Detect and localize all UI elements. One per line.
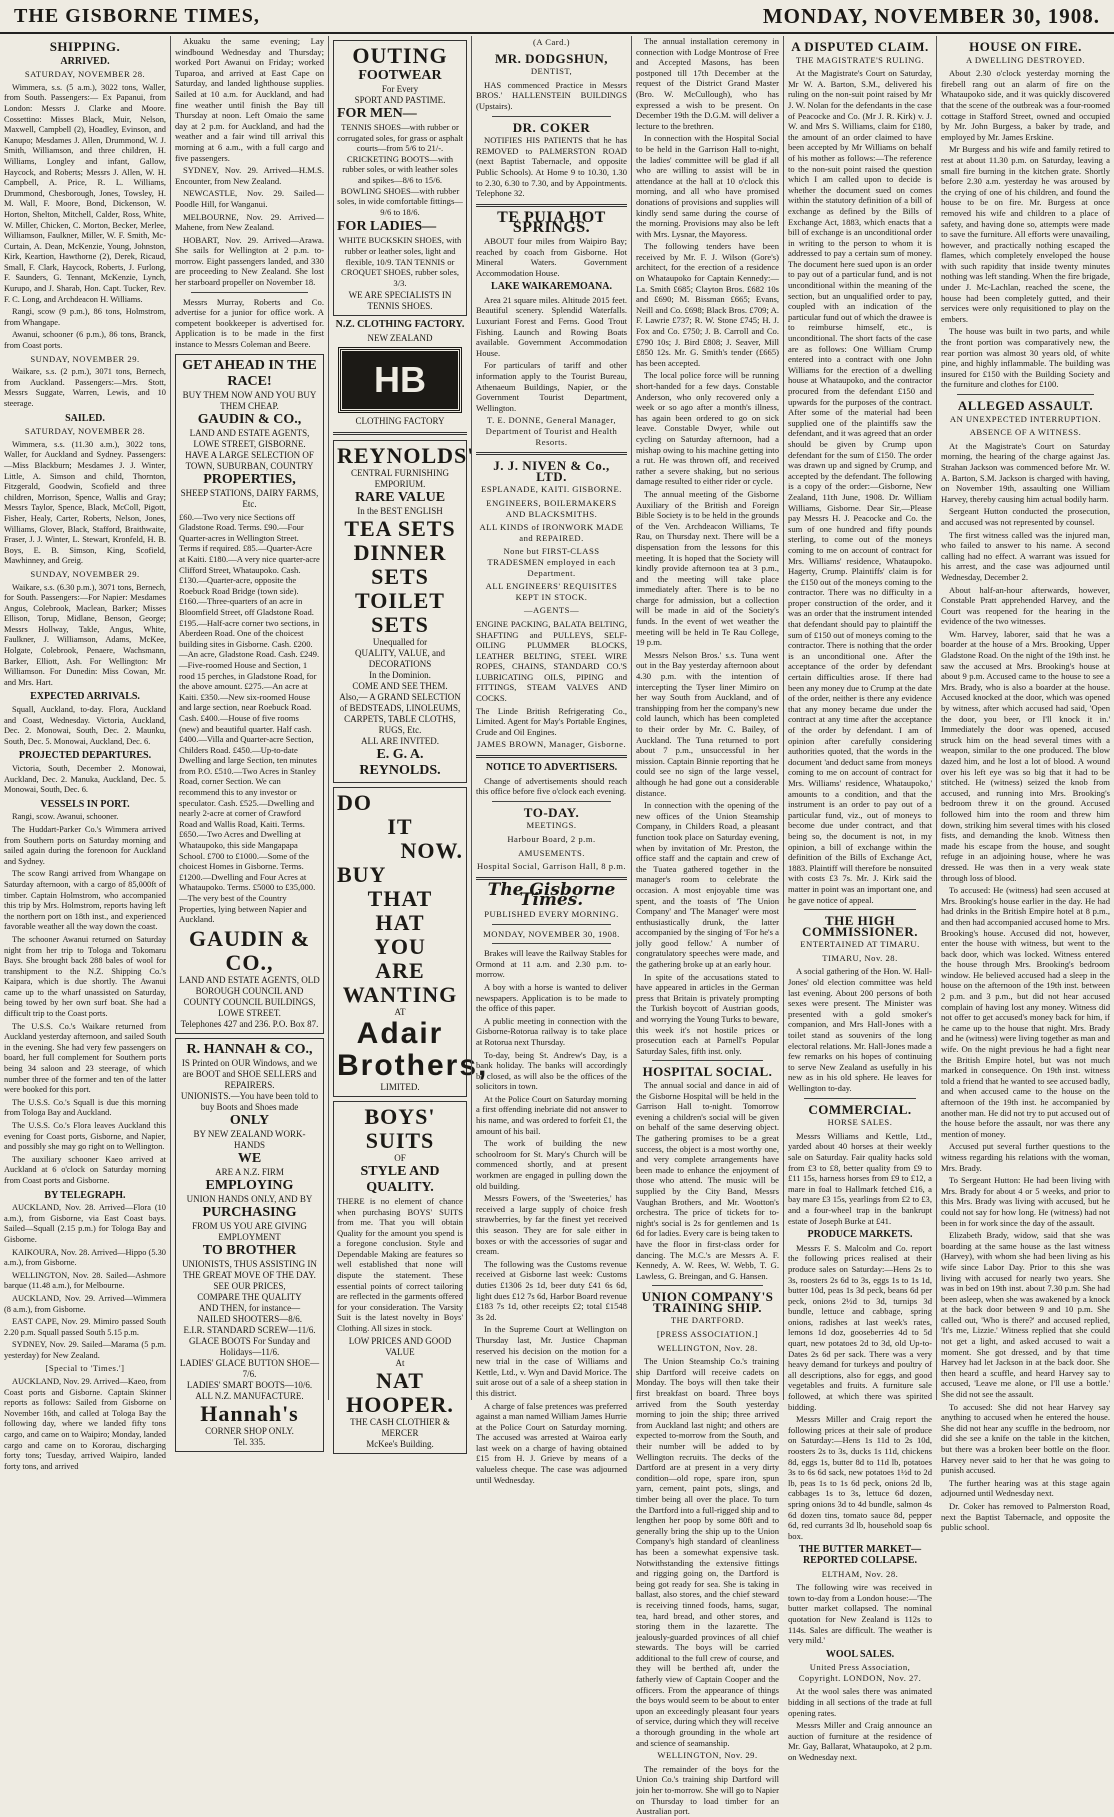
house-fire-heading: HOUSE ON FIRE. <box>969 39 1082 54</box>
ad-firm: E. G. A. REYNOLDS. <box>359 746 441 778</box>
ad-heading: FOOTWEAR <box>358 68 442 83</box>
paragraph: AUCKLAND, Nov. 29. Arrived—Wimmera (8 a.m.), from Gisborne. <box>4 1293 166 1314</box>
gaudin-ad <box>175 354 324 1034</box>
dodgshun-title: DENTIST, <box>530 66 573 77</box>
commercial-heading: COMMERCIAL. <box>808 1101 912 1117</box>
ad-text: SEE OUR PRICES, <box>213 1280 286 1291</box>
paragraph: The further hearing was at this stage again adjourned until Wednesday next. <box>941 1477 1110 1499</box>
ad-text: TO BROTHER <box>202 1242 297 1258</box>
paragraph: Messrs Williams and Kettle, Ltd., yarded about 40 horses at their weekly sale on Saturday. Fair quality hacks sold from £3 to £8, better quality from £9 to £11 15s, harness horses from £9 to £12, a mare in foal to Hallmark fetched £16, a bay mare £3 15s, yearlings from £2 to £3, and a four-wheel trap in the bankrupt estate of Joseph Burke at £41. <box>788 1130 932 1226</box>
ad-firm: R. HANNAH & CO., <box>186 1041 313 1057</box>
ad-text: TOILET SETS <box>355 587 445 637</box>
paragraph: Mr Burgess and his wife and family retired to rest at about 11.30 p.m. on Saturday, leaving a small fire burning in the kitchen grate. Shortly before 2.30 a.m. yesterday he was aroused by the crying of one of his children, and found the house to be on fire. Mr. Burgess at once removed his wife and children to a place of safety, and having done so, attempts were made to save the furniture. All efforts were unavailing, however, and practically nothing escaped the flames, which completely enveloped the house with such rapidity that inside twenty minutes nothing was left standing. When the fire brigade, under J. Mc-Lachlan, reached the scene, the house had been completely gutted, and their services were only requisitioned to play on the embers. <box>941 144 1110 324</box>
special-note: [Special to 'Times.'] <box>45 1363 125 1374</box>
ad-text: Unequalled for <box>372 636 428 647</box>
paragraph: A social gathering of the Hon. W. Hall-Jones' old election committee was held last evening. About 200 persons of both sexes were present. The Minister was presented with a gold smoker's companion, and Mrs Hall-Jones with a toilet stand as souvenirs of the long electoral relations. Mr. Hall-Jones made a few remarks on his hopes of continuing to serve New Zealand as usefully in his new as in his old sphere. He leaves for Wellington to-day. <box>788 966 932 1093</box>
ad-text: CENTRAL FURNISHING EMPORIUM. <box>351 467 449 489</box>
ad-firm: Brothers, <box>337 1048 489 1082</box>
divider <box>476 755 627 758</box>
subheading: ENTERTAINED AT TIMARU. <box>800 939 920 950</box>
price-line: NAILED SHOOTERS—8/6. <box>197 1313 302 1324</box>
divider <box>492 924 611 925</box>
paragraph: ABOUT four miles from Waipiro Bay; reached by coach from Gisborne. Hot Mineral Waters. Government Accommodation House. <box>476 235 627 278</box>
training-ship-heading: UNION COMPANY'S TRAINING SHIP. <box>641 1289 774 1315</box>
ad-text: NOW. <box>400 837 463 863</box>
ad-heading: OUTING <box>352 43 448 68</box>
outing-footwear-ad <box>333 40 467 316</box>
expected-heading: EXPECTED ARRIVALS. <box>30 691 140 703</box>
ad-text: Telephones 427 and 236. P.O. Box 87. <box>180 1018 319 1029</box>
ad-text: STYLE AND QUALITY. <box>360 1163 440 1195</box>
signature: JAMES BROWN, Manager, Gisborne. <box>476 739 627 750</box>
column-gaudin-hannah <box>170 36 328 1447</box>
paragraph: At the wool sales there was animated bidding in all sections of the trade at full opening rates. <box>788 1686 932 1718</box>
ad-text: ENGINEERS, BOILERMAKERS AND BLACKSMITHS. <box>486 497 617 519</box>
today-heading: TO-DAY. <box>523 804 580 820</box>
paragraph: To-day, being St. Andrew's Day, is a bank holiday. The banks will accordingly be closed, as will also be the offices of the solicitors in town. <box>476 1049 627 1092</box>
dateline: WELLINGTON, Nov. 28. <box>657 1342 758 1353</box>
lake-heading: LAKE WAIKAREMOANA. <box>491 281 612 293</box>
ad-text: RARE VALUE <box>354 489 446 505</box>
notice-heading: NOTICE TO ADVERTISERS. <box>485 762 618 774</box>
dateline: United Press Association, Copyright. LONDON, Nov. 27. <box>798 1662 922 1683</box>
paragraph: Wimmera, s.s. (5 a.m.), 3022 tons, Waller, from South. Passengers:— Ex Papanui, from London: Messrs J. Clarke and Moore. Cossettino: Misses Black, Muir, Nelson, Maxwell, Campbell (2), Hoadley, Evinson, and Kanupo; Mesdames J. Allen, Drummond, W. J. Smith, Williamson, and three children, H. Williams, Longley and infant, Gallow, Haycock, and Roberts; Messrs J. Allen, W. H. Campbell, A. Price, R. L. Williams, Drummond, Chesborough, Jones, Towsley, H. M. Wall, F. Moore, Bond, Dickenson, W. Horton, Shelton, Mitchell, Calder, Ross, White, W. Miller, Chicken, C. Morton, Becker, Merlee, Williamson, Faulkner, Miller, W. F. Smith, Mc-Curtain, A. Dean, McKenzie, Young, Johnston, Kirk, Keartion, Hawthorne (2), Derek, Ricaud, Small, F. Clark, Haycock, Roberts, J. Furlong, F. Saunders, G. Tennant, McKenzie, Lynch, Kurupo, and J. Sharab, Hon. Capt. Tucker, Rev. F. C. Long, and Archdeacon H. Williams. <box>4 82 166 304</box>
paragraph: The U.S.S. Co.'s Squall is due this morning from Tologa Bay and Auckland. <box>4 1097 166 1118</box>
paragraph: The work of building the new schoolroom for St. Mary's Church will be commenced shortly, and at present workmen are engaged in pulling down the old building. <box>476 1138 627 1191</box>
logo-caption: NEW ZEALAND <box>367 332 433 343</box>
section-label: AMUSEMENTS. <box>518 847 585 858</box>
property-list: £60.—Two very nice Sections off Gladstone Road. Terms. £90.—Four Quarter-acres in Wellington Street. Terms if required. £85.—Quarter-Acre at Kaiti. £180.—A very nice quarter-acre Clifford Street, Whataupoko. Cash. £130.—Quarter-acre, opposite the Roebuck Road Bridge (town side). £160.—Three-quarters of an acre in Bloomfield Street, off Gladstone Road. £195.—Half-acre corner two sections, in Aberdeen Road. One of the choicest building sites in Gisborne. Cash. £200.—An acre, Gladstone Road. Cash. £249.—Five-roomed House and Section, 1 rood 15 perches, in Gladstone Road, for the above amount. £275.—An acre at Kaiti. £350.—New six-roomed House and large section, near Roebuck Road. Cash. £400.—House of five rooms (new) and beautiful quarter. Half cash. £400.—Villa and Quarter-acre Section, Childers Road. £450.—Up-to-date Dwelling and large Section, ten minutes from P.O. £510.—Two Acres in Stanley Road, corner Section. We can recommend this to any investor or speculator. Cash. £525.—Dwelling and nearly 2-acre at corner of Crawford Road and Wallis Road, Kaiti. Terms. £650.—Two Acres and Dwelling at Whataupoko, this side Mangapapa School. £700 to £1000.—Some of the choicest Homes in Gisborne. Terms. £1200.—Dwelling and Four Acres at Whataupoko. Terms. £5000 to £35,000.—The very best of the Country Properties, lying between Napier and Auckland. <box>179 511 320 925</box>
shipping-heading: SHIPPING. <box>49 39 121 54</box>
paragraph: The annual social and dance in aid of the Gisborne Hospital will be held in the Garrison Hall to-night. Tomorrow evening a children's social will be given on behalf of the same deserving object. The gathering promises to be a great success, the object is a most worthy one, and very complete arrangements have been made to enhance the enjoyment of those who attend. The music will be supplied by the City Band, Messrs Vaughan Brothers, and Mr. Wootton's orchestra. The price of tickets for to-night's social is 2s for gentlemen and 1s 6d for ladies. Every care is being taken to have the floor in first-class order for dancing. The M.C.'s are Messrs A. F. Kennedy, A. W. Rees, W. Webb, T. G. Lawless, G. Breingan, and G. Hansen. <box>636 1080 779 1281</box>
paragraph: In connection with the opening of the new offices of the Union Steamship Company, in Childers Road, a pleasant function took place on Saturday evening, when by invitation of Mr. Preston, the office staff and the captain and crew of the Tuatea gathered together in the manager's room to celebrate the occasion. A most enjoyable time was spent, and the toasts of 'The Union Company' and 'The Manager' were most enthusiastically drunk, the latter accompanied by the singing of 'For he's a jolly good fellow.' A number of congratulatory speeches were made, and the gathering broke up at an early hour. <box>636 800 779 970</box>
paragraph: At the Magistrate's Court on Saturday, Mr W. A. Barton, S.M., delivered his ruling on the non-suit point raised by Mr J. W. Nolan for the defendants in the case of Peacocke and Co. (Mr J. R. Kirk) v. J. W. and Mrs S. Williams, claim for £180, the amount of an order claimed to have been accepted by Mr Williams on behalf of his mother as follows:—The reference to the non-suit point raised the question which I am called upon to decide is whether the document sued on comes within the statutory definition of a bill of exchange as defined by the Bills of Exchange Act, 1883, which enacts that a bill of exchange is an unconditional order in writing to the person to whom it is addressed to pay a certain sum of money. The document here sued upon is an order to pay out of a particular fund, and is not unconditional within the meaning of the section, but an unqualified order to pay, coupled with an indication of the particular fund out of which the drawee is to reimburse himself, etc., is unconditional. The short facts of the case are as follows: One William Crump entered into a contract with one John Williams for the erection of a dwelling house at Whataupoko, and the contractor procured from the defendant £150 and upwards for the purposes of the contract. After some of the material had been supplied one of the plaintiffs saw the defendant, and it was agreed that an order should be given by Crump upon defendant for the sum of £150. The order was drawn up and signed by Crump, and accepted by the defendant. The following is a copy of the order:—Gisborne, New Zealand, 11th June, 1908. Dr. William Williams, Gisborne. Dear Sir,—Please pay Messrs H. J. Peacocke and Co. the sum of one hundred and fifty pounds sterling, to come out of the moneys coming to me on account of contract for Mrs. Williams' residence, Whataupoko. Hagerty, Crump. Plaintiffs' claim is for the £150 out of the moneys coming to the contractor. There was no difficulty in a proper construction of the order, and it was an order that the instrument intended that defendant should pay to plaintiff the sum of £150 out of moneys coming to the contractor. There is nothing that the order is an unconditional one. After the acceptance of the order by defendant certain difficulties arose. If there had been any money due to Crump at the date of the order, neither is there any evidence that any money became due under the contract at any time after the acceptance of the order by defendant. I am of opinion after carefully considering authorities quoted, that the words in the document 'and deduct same from moneys coming to me on account of contract for Mrs. Williams' residence, Whataupoko,' amounts to a condition, and that the instrument is an order to pay out of a particular fund, viz., out of moneys to become due under contract, and that being so, the document is not, in my opinion, a bill of exchange within the definition of the Bills of Exchange Act, 1883. Plaintiff will therefore be nonsuited with costs £3 7s. Mr. J. Kirk said the matter in point was an important one, and he gave notice of appeal. <box>788 68 932 905</box>
ad-text: SPORT AND PASTIME. <box>354 95 446 105</box>
ad-text: UNIONISTS, THUS ASSISTING IN THE GREAT MOVE OF THE DAY. <box>182 1258 317 1280</box>
paragraph: Squall, Auckland, to-day. Flora, Auckland and Coast, Wednesday. Victoria, Auckland, Dec. 2. Monowai, South, Dec. 2. Maunku, South, Dec. 5. Monowai, Auckland, Dec. 6. <box>4 705 166 746</box>
paragraph: EAST CAPE, Nov. 29. Mimiro passed South 2.20 p.m. Squall passed South 5.15 p.m. <box>4 1317 166 1337</box>
ad-text: ALL ENGINEERS' REQUISITES KEPT IN STOCK. <box>485 581 618 602</box>
paragraph: To Sergeant Hutton: He had been living with Mrs. Brady for about 4 or 5 weeks, and prior to this Mrs. Brady was living with accused, but he could not say for how long. He (witness) had not been in for work since the day of the assault. <box>941 1175 1110 1228</box>
press-association: [PRESS ASSOCIATION.] <box>656 1329 759 1340</box>
paragraph: Rangi, scow. Awanui, schooner. <box>12 812 119 822</box>
price-line: LADIES' GLACE BUTTON SHOE—7/6. <box>179 1357 320 1379</box>
day-heading: SUNDAY, NOVEMBER 29. <box>30 568 140 579</box>
masthead-date: MONDAY, NOVEMBER 30, 1908. <box>762 3 1100 28</box>
paragraph: The remainder of the boys for the Union Co.'s training ship Dartford will join her to-morrow. She will go to Napier on Thursday to load timber for an Australian port. <box>636 1763 779 1817</box>
reynolds-ad <box>333 440 475 783</box>
ad-text: UNION HANDS ONLY, AND BY <box>186 1193 313 1204</box>
dateline: WELLINGTON, Nov. 29. <box>657 1750 758 1761</box>
ad-text: IT <box>387 813 413 839</box>
ad-text: QUALITY, VALUE, and DECORATIONS <box>355 647 445 669</box>
divider <box>476 204 627 207</box>
coker-name: DR. COKER <box>512 119 591 135</box>
paragraph: Wimmera, s.s. (11.30 a.m.), 3022 tons, Waller, for Auckland and Sydney. Passengers:—Miss Blackburn; Mesdames J. J. Winter, Little, A. Simson and child, Thornton, Fitzgerald, Goodwin, Scofield and three children, Morrison, Spence, Wallis and Gray; Messrs Taylor, Spence, Black, McColl, Pigott, Fisher, Healy, Carter, Roberts, Nelson, Jones, Williams, Glover, Black, Stafford, Braithwaite, Fraser, J. J. Winter, L. Stewart, Kronfeld, H. B. Boys, E. B. Simson, King, Scofield, Mawhinney, and Greig. <box>4 439 166 566</box>
ad-heading: BOYS' SUITS <box>364 1103 436 1153</box>
paragraph: Victoria, South, December 2. Monowai, Auckland, Dec. 2. Manuka, Auckland, Dec. 5. Monowai, South, Dec. 6. <box>4 764 166 795</box>
paragraph: The annual installation ceremony in connection with Lodge Montrose of Free and Accepted Masons, has been postponed till 17th December at the request of the District Grand Master (Bro. W. McCullough), who has expressed a wish to be present. On December 19th the D.G.M. will deliver a lecture to the brethren. <box>636 36 779 131</box>
subheading: AN UNEXPECTED INTERRUPTION. <box>949 413 1102 424</box>
divider <box>652 1285 763 1286</box>
divider <box>652 1060 763 1061</box>
paragraph: At the Police Court on Saturday morning a first offending inebriate did not answer to his name, and was ordered to forfeit £1, the amount of his bail. <box>476 1093 627 1136</box>
ad-text: WE <box>237 1150 262 1166</box>
ad-text: ALL KINDS of IRONWORK MADE and REPAIRED. <box>479 522 624 543</box>
day-heading: SATURDAY, NOVEMBER 28. <box>24 69 146 80</box>
logo-caption: CLOTHING FACTORY <box>355 415 445 426</box>
paragraph: The U.S.S. Co.'s Waikare returned from Auckland yesterday afternoon, and sailed South in the evening. She had very few passengers on board, her full complement for Southern ports being 34 saloon and 23 steerage, of which number three of the former and ten of the latter were booked for this port. <box>4 1021 166 1095</box>
ad-text: For Every <box>381 84 419 94</box>
te-puia-heading: TE PUIA HOT SPRINGS. <box>497 208 606 237</box>
paragraph: About 2.30 o'clock yesterday morning the firebell rang out an alarm of fire on the Whataupoko side, and it was quickly discovered that the scene of the outbreak was a four-roomed cottage in Stafford Street, owned and occupied by Mr. John Burgess, a baker by trade, and employed by Mr. James Erskine. <box>941 68 1110 142</box>
ad-text: At <box>395 1357 405 1368</box>
paragraph: Accused put several further questions to the witness regarding his relations with the woman, Mrs. Brady. <box>941 1141 1110 1173</box>
paragraph: Wm. Harvey, laborer, said that he was a boarder at the house of a Mrs. Brooking, Upper Gladstone Road. On the night of the 19th inst. he saw the accused at Mrs. Brooking's house at about 9 p.m. Accused came to the house to see a Mrs. Brady, who is also a boarder at the house. Accused knocked at the door, which was opened by witness, after which accused had said, 'Open the door, you beer, or I'll knock it in.' Immediately the door was opened, accused struck him on the head several times with a weapon, similar to the one produced. The blow dazed him, and he lost a lot of blood. A wound over his left eye was so big that it had to be stitched. He (witness) seized the knob from accused, and running into Mrs. Brooking's bedroom threw it on the ground. Accused followed him into the room and threw him down, striking him several times with his closed fists, and demanding the knob. Witness then made his escape from the house, and sought refuge in an adjoining house, where he was dressed. He was then in a very weak state through loss of blood. <box>941 628 1110 883</box>
ad-text: PROPERTIES, <box>203 471 296 487</box>
ad-text: AT <box>394 1006 406 1017</box>
column-local-news <box>631 36 783 1817</box>
divider <box>333 432 467 435</box>
ad-text: COMPARE THE QUALITY <box>197 1291 302 1302</box>
paragraph: Messrs Murray, Roberts and Co. advertise for a junior for office work. A competent bookkeeper is advertised for. Application is to be made in the first instance to Messrs Coleman and Beere. <box>175 296 324 350</box>
ad-text: DINNER SETS <box>353 539 447 589</box>
paragraph: NOTIFIES HIS PATIENTS that he has REMOVED to PALMERSTON ROAD (next Baptist Tabernacle, and opposite Public Schools). At Home 9 to 10.30, 1.30 to 2.30, 6.30 to 7.30, and by Appointments. Telephone 32. <box>476 135 627 199</box>
published-line: PUBLISHED EVERY MORNING. <box>484 908 619 919</box>
paragraph: The following was the Customs revenue received at Gisborne last week: Customs duties £1306 2s 1d, beer duty £41 6s 6d, light dues £12 7s 6d, Harbor Board revenue £183 7s 1d, other receipts £2; total £1548 3s 2d. <box>476 1258 627 1322</box>
subheading: A DWELLING DESTROYED. <box>965 54 1086 65</box>
niven-name: J. J. NIVEN & Co., LTD. <box>493 458 610 484</box>
divider <box>191 292 308 293</box>
paragraph: The Union Steamship Co.'s training ship Dartford will receive cadets on Monday. The boys will then take their first breakfast on board. Three boys arrived from the South yesterday morning to join the ship; three arrived from Auckland last night; and others are expected to-morrow from the South, and their number will be added to by Wellington recruits. The decks of the Dartford are at present in a very dirty condition—old rope, spare iron, spun yarn, cement, paint pots, slings, and timber being all over the place. To turn the Dartford into a full-rigged ship and to lengthen her poop by some 80ft and to generally bring the ship up to the Union Company's high standard of cleanliness has been a somewhat expensive task. Notwithstanding the extensive fittings and rigging going on, the Dartford is being got ready for sea. She is taking in ballast, also stores, and the chief steward is receiving tinned foods, hams, sugar, tea, hard bread, and other stores, and storing them in the lazarette. The jealously-guarded provinces of all chief stewards. The boys will be carried additional to the full crew of course, and they will be berthed aft, under the fatherly view of Captain Cooper and the officers. From the appearance of things the boys would seem to be about to enter upon an exceedingly pleasant four years of service, during which they will receive a thorough grounding in the whole art and science of seamanship. <box>636 1356 779 1748</box>
divider <box>492 801 611 802</box>
divider <box>492 943 611 944</box>
projected-heading: PROJECTED DEPARTURES. <box>18 750 152 762</box>
price-line: E.I.R. STANDARD SCREW—11/6. <box>183 1324 316 1335</box>
paragraph: NEWCASTLE, Nov. 29. Sailed—Poodle Hill, for Wanganui. <box>175 188 324 209</box>
paragraph: KAIKOURA, Nov. 28. Arrived—Hippo (5.30 a.m.), from Gisborne. <box>4 1247 166 1268</box>
ad-text: IS Printed on OUR Windows, and we are BOOT and SHOE SELLERS and REPAIRERS. <box>181 1057 318 1090</box>
paragraph: Messrs Miller and Craig announce an auction of furniture at the residence of Mr. Gay, Ballarat, Whataupoko, at 2 p.m. on Wednesday next. <box>788 1720 932 1763</box>
column-shipping <box>0 36 170 1471</box>
day-heading: SATURDAY, NOVEMBER 28. <box>24 426 146 437</box>
subheading: ABSENCE OF A WITNESS. <box>969 427 1082 438</box>
ad-text: UNIONISTS.—You have been told to buy Boots and Shoes made <box>180 1090 319 1112</box>
ad-text: ARE <box>375 957 425 983</box>
ad-text: COME AND SEE THEM. <box>352 680 448 691</box>
ad-firm: Adair <box>356 1016 444 1050</box>
ad-text: HAT <box>375 909 425 935</box>
paragraph: In the Supreme Court at Wellington on Thursday last, Mr. Justice Chapman reserved his decision on the motion for a new trial in the case of Williams and Kettle, Ltd., v. Wyn and David Morice. The suit arose out of a sale of a sheep station in this district. <box>476 1324 627 1398</box>
ad-text: ENGINE PACKING, BALATA BELTING, SHAFTING and PULLEYS, SELF-OILING PLUMMER BLOCKS, LEATHER BELTING, STEEL WIRE ROPES, CHAINS, STANDARD CO.'S LUBRICATING OILS, PIPING and FITTINGS, STEAM VALVES AND COCKS. <box>476 618 627 704</box>
paragraph: In spite of the accusations stated to have appeared in articles in the German press that Britain is privately prompting the Turkish boycott of Austrian goods, and worrying the Young Turks to beware, this week it's not hostile prices or prosecution each at Parnell's Popular Saturday Sales, fifth inst. only. <box>636 971 779 1056</box>
event: Hospital Social, Garrison Hall, 8 p.m. <box>476 861 627 872</box>
ad-text: THE CASH CLOTHIER & MERCER <box>350 1416 450 1438</box>
hannah-ad <box>175 1038 324 1452</box>
price-line: LADIES' SMART BOOTS—10/6. <box>186 1379 313 1390</box>
ad-text: The Linde British Refrigerating Co., Limited. Agent for May's Portable Engines, Crude and Oil Engines. <box>476 705 627 737</box>
hb-logo: HB <box>339 348 461 412</box>
event: Harbour Board, 2 p.m. <box>507 834 596 844</box>
ad-text: EMPLOYING <box>205 1177 294 1193</box>
card-label: (A Card.) <box>533 37 570 47</box>
paragraph: For particulars of tariff and other information apply to the Tourist Bureau, Athenaeum Buildings, Napier, or the Government Tourist Department, Wellington. <box>476 360 627 413</box>
ad-subhead: FOR LADIES— <box>337 219 437 235</box>
paragraph: AUCKLAND, Nov. 29. Arrived—Kaeo, from Coast ports and Gisborne. Captain Skinner reports as follows: Sailed from Gisborne on November 16th, and called at Tologa Bay the following day, where we landed fifty tons cargo, and came on to Waipiro; Monday, landed cargo and came on to Kororau, discharging forty tons; Tuesday, arrived Waipiro, landed forty tons, and arrived <box>4 1377 166 1471</box>
ad-text: BUY THEM NOW AND YOU BUY THEM CHEAP. <box>182 389 317 411</box>
paragraph: About half-an-hour afterwards, however, Constable Pratt apprehended Harvey, and the Court was reopened for the hearing in the evidence of the two witnesses. <box>941 584 1110 627</box>
ad-text: TENNIS SHOES—with rubber or corrugated soles, for grass or asphalt courts—from 5/6 to 21/-. CRICKETING BOOTS—with rubber soles, or with leather soles and spikes—8/6 to 15/6. BOWLING SHOES—with rubber soles, in wide comfortable fittings—9/6 to 18/6. <box>337 122 464 217</box>
paragraph: Dr. Coker has removed to Palmerston Road, next the Baptist Tabernacle, and opposite the public school. <box>941 1500 1110 1533</box>
ad-firm: NAT HOOPER. <box>346 1367 454 1417</box>
ad-text: PURCHASING <box>202 1204 297 1220</box>
ad-text: BUY <box>337 861 387 887</box>
dateline: TIMARU, Nov. 28. <box>822 952 898 963</box>
high-commissioner-heading: THE HIGH COMMISSIONER. <box>802 913 918 939</box>
divider <box>957 394 1094 395</box>
paragraph: The annual meeting of the Gisborne Auxiliary of the British and Foreign Bible Society is to be held in the grounds of the Ven. Archdeacon Williams, Te Rau, on Thursday next. There will be a dispensation from the lessons for this meeting. It is hoped that the Society will kindly provide afternoon tea at 3 p.m., and the meeting will take place immediately after. There is to be no charge for admission, but a collection will be made in aid of the Society's funds. In the event of wet weather the meeting will be held in Te Rau College, 19 p.m. <box>636 488 779 648</box>
ad-heading: GET AHEAD IN THE RACE! <box>182 357 317 389</box>
divider <box>804 909 916 910</box>
paragraph: Change of advertisements should reach this office before five o'clock each evening. <box>476 775 627 797</box>
butter-heading: THE BUTTER MARKET—REPORTED COLLAPSE. <box>798 1544 922 1566</box>
section-label: MEETINGS. <box>526 820 577 831</box>
paragraph: SYDNEY, Nov. 29. Sailed—Marama (5 p.m. yesterday) for New Zealand. <box>4 1340 166 1360</box>
column-fire-assault <box>936 36 1114 1533</box>
columns <box>0 36 1114 1817</box>
ad-firm: REYNOLDS' <box>337 442 475 468</box>
ad-text: YOU <box>374 933 426 959</box>
paragraph: Messrs F. S. Malcolm and Co. report the following prices realised at their produce sales on Saturday:—Hens 2s to 3s, roosters 2s 6d to 3s, eggs 1s to 1s 1d, butter 10d, peas 1s 3d peck, beans 6d per peck, onions 2½d to 3d, turnips 3d bundle, lettuce and cabbage, spring onions, radishes at last week's rates, lemons 1d doz, gooseberries 4d to 5d quart, new potatoes 2d to 3d, old Up-to-Dates 2s 6d per sack. There was a very heavy demand for turkeys and poultry of all descriptions, also for eggs, and good vegetables and fruits. A furniture sale followed, at which there was spirited bidding. <box>788 1242 932 1412</box>
ad-firm: GAUDIN & CO., <box>197 411 302 427</box>
paragraph: Elizabeth Brady, widow, said that she was boarding at the same house as the last witness (Harvey), with whom she had been living as his wife since Labor Day. Prior to this she was living with accused for nearly two years. She was in bed on 19th inst. about 7.30 p.m. She had been asleep, when she was awakened by a knock at the back door between 9 and 10 p.m. She called out, 'Who is there?' and accused replied, 'It's me, Lizzie.' Witness replied that she could not get a light, and asked accused to wait a moment. She got dressed, and by that time Harvey had let Jackson in at the back door. She then heard a scuffle, and heard Harvey say to accused, 'Leave me alone, or I'll use a bottle.' She did not see the assault. <box>941 1230 1110 1400</box>
paragraph: A public meeting in connection with the Gisborne-Rotorua railway is to take place at Rotorua next Thursday. <box>476 1015 627 1047</box>
assault-heading: ALLEGED ASSAULT. <box>957 398 1094 413</box>
divider <box>476 452 627 455</box>
paragraph: Messrs Nelson Bros.' s.s. Tuna went out in the Bay yesterday afternoon about 4.30 p.m. with the intention of intercepting the Tyser liner Mimiro on her way South from Auckland, and of transhipping from her the company's new cold launch, which has been completed to their order by Mr. C. Bailey, of Auckland. The Tuna returned to port about 7 p.m., unsuccessful in her mission. Captain Binnie reporting that he could see no sign of the large vessel, although he had gone out a considerable distance. <box>636 649 779 798</box>
paragraph: The scow Rangi arrived from Whangape on Saturday afternoon, with a cargo of 85,000ft of timber. Captain Holmstrom, who accompanied this trip by Mrs. Holmstrom, reports having left the northern port on 18th inst., and experienced favorable weather all the way down the coast. <box>4 869 166 932</box>
dateline: ELTHAM, Nov. 28. <box>821 1568 899 1579</box>
port-heading: VESSELS IN PORT. <box>40 798 130 810</box>
sailed-heading: SAILED. <box>65 412 105 424</box>
paragraph: The Huddart-Parker Co.'s Wimmera arrived from Southern ports on Saturday morning and sailed again during the forenoon for Auckland and Sydney. <box>4 824 166 866</box>
wool-heading: WOOL SALES. <box>825 1648 895 1660</box>
divider <box>492 116 611 117</box>
subheading: THE MAGISTRATE'S RULING. <box>795 54 925 65</box>
paragraph: A boy with a horse is wanted to deliver newspapers. Application is to be made to the office of this paper. <box>476 981 627 1014</box>
arrived-heading: ARRIVED. <box>60 55 110 67</box>
paragraph: The auxiliary schooner Kaeo arrived at Auckland at 6 o'clock on Saturday morning from Coast ports and Gisborne. <box>4 1154 166 1185</box>
ad-firm-large: GAUDIN & CO., <box>188 925 311 975</box>
ad-text: —AGENTS— <box>523 605 580 616</box>
paragraph: The first witness called was the injured man, who failed to answer to his name. A second calling had no effect. A warrant was issued for his arrest, and the case was adjourned until Wednesday, December 2. <box>941 529 1110 582</box>
produce-heading: PRODUCE MARKETS. <box>807 1229 913 1241</box>
divider <box>804 1098 916 1099</box>
dodgshun-name: MR. DODGSHUN, <box>494 50 609 66</box>
paragraph: Akuaku the same evening; Lay windbound Wednesday and Thursday; worked Port Awanui on Friday; worked Tuparoa, and arrived at East Cape on Saturday, and landed lighthouse supplies. Sailed at 10 a.m. for Auckland, and had fine weather until finish the Bay till Thursday at noon. Left Omaio the same day at 2 p.m. for Auckland, and had the weather and a fair wind till arrival this morning at 6 a.m., with a full cargo and five passengers. <box>175 36 324 163</box>
gisborne-times-title: The Gisborne Times. <box>487 879 616 911</box>
column-ads <box>328 36 489 1449</box>
paragraph: At the Magistrate's Court on Saturday morning, the hearing of the charge against Jas. Strahan Jackson was commenced before Mr. W. A. Barton, S.M. Jackson is charged with having, on November 19th, assaulting one William Harvey, thereby causing him actual bodily harm. <box>941 440 1110 504</box>
subheading: THE DARTFORD. <box>670 1315 745 1326</box>
paragraph: The house was built in two parts, and while the front portion was comparatively new, the rear portion was almost 30 years old, of white pine, and highly inflammable. The building was insured for £150 with the Building Society and the furniture and clothes for £100. <box>941 326 1110 390</box>
paragraph: Awanui, schooner (6 p.m.), 86 tons, Branck, from Coast ports. <box>4 330 166 351</box>
ad-text: LIMITED. <box>380 1081 420 1092</box>
paragraph: Rangi, scow (9 p.m.), 86 tons, Holmstrom, from Whangape. <box>4 307 166 327</box>
paragraph: To accused: He (witness) had seen accused at Mrs. Brooking's house earlier in the day. He had had drinks in the British Empire hotel at 8 p.m., and then had accompanied accused home to Mrs. Brooking's house. Accused did not, however, enter the house with witness, but went to the back door, which was locked. Witness entered the house through Mrs. Brooking's bedroom window. He believed accused had a sleep in the house on the afternoon of the 19th inst. between 2 p.m. and 3 p.m., but did not hear accused complain of having lost any money. Witness did not offer to get accused's money back for him, if he came up to the house that night. Mrs. Brady and he (witness) were living together as man and wife. On the night previous he had a fight near the British Empire hotel, but was not much marked in consequence. On 19th inst. witness told a friend that he wanted to see accused badly, and when accused came to the house on the afternoon of the 19th inst. he accompanied by another man. He did not try to put accused out of the house before the assault, nor was there any mention of money. <box>941 885 1110 1139</box>
column-court-commercial <box>783 36 936 1763</box>
ad-text: ALL ARE INVITED. <box>361 735 439 746</box>
nz-clothing-heading: N.Z. CLOTHING FACTORY. <box>335 319 465 331</box>
paragraph: Brakes will leave the Railway Stables for Ormond at 11 a.m. and 2.30 p.m. to-morrow. <box>476 948 627 980</box>
ad-text: BY NEW ZEALAND WORK-HANDS <box>193 1128 306 1150</box>
ad-text: TOWN, SUBURBAN, COUNTRY <box>185 460 314 471</box>
paragraph: AUCKLAND, Nov. 28. Arrived—Flora (10 a.m.), from Gisborne, via East Coast bays. Sailed—Squall (2.15 p.m.) for Tologa Bay and Gisborne. <box>4 1203 166 1244</box>
masthead <box>0 0 1114 34</box>
paragraph: Waikare, s.s. (2 p.m.), 3071 tons, Bernech, from Auckland. Passengers:—Mrs. Stott, Messrs Suggate, Warren, Lewis, and 10 steerage. <box>4 367 166 408</box>
ad-text: DO <box>337 789 372 815</box>
day-heading: SUNDAY, NOVEMBER 29. <box>30 353 140 364</box>
ad-text: WANTING <box>342 981 458 1007</box>
ad-text: In the BEST ENGLISH <box>357 505 443 516</box>
disputed-claim-heading: A DISPUTED CLAIM. <box>791 39 929 54</box>
ad-text: FROM US YOU ARE GIVING EMPLOYMENT <box>192 1220 307 1242</box>
adair-ad <box>333 787 489 1097</box>
ad-text: Also,— A GRAND SELECTION of BEDSTEADS, LINOLEUMS, CARPETS, TABLE CLOTHS, RUGS, Etc. <box>339 691 461 735</box>
paragraph: The following wire was received in town to-day from a London house:—'The butter market collapsed. The nominal quotation for New Zealand is 112s to 114s. Sales are difficult. The weather is very mild.' <box>788 1582 932 1646</box>
paragraph: Sergeant Hutton conducted the prosecution, and accused was not represented by counsel. <box>941 506 1110 527</box>
paragraph: HAS commenced Practice in Messrs BROS.' HALLENSTEIN BUILDINGS (Upstairs). <box>476 79 627 111</box>
ad-subhead: FOR MEN— <box>337 106 417 121</box>
paragraph: Area 21 square miles. Altitude 2015 feet. Beautiful scenery. Splendid Waterfalls. Luxuriant Forest and Ferns. Good Trout Fishing. Launch and Rowing Boats available. Government Accommodation House. <box>476 294 627 358</box>
paragraph: SYDNEY, Nov. 29. Arrived—H.M.S. Encounter, from New Zealand. <box>175 165 324 186</box>
ad-text: McKee's Building. <box>366 1438 434 1449</box>
masthead-title: THE GISBORNE TIMES, <box>14 4 260 27</box>
ad-text: WE ARE SPECIALISTS IN TENNIS SHOES. <box>348 290 452 312</box>
paragraph: Messrs Fowers, of the 'Sweeteries,' has received a large supply of choice fresh strawberries, by far the finest yet received this season. They are for sale either in boxes or with the accessories of sugar and cream. <box>476 1193 627 1257</box>
ad-text: LOW PRICES AND GOOD VALUE <box>348 1335 452 1357</box>
paragraph: To accused: She did not hear Harvey say anything to accused when he entered the house. She did not hear any scuffle in the bedroom, nor did she see a knife on the table in the kitchen, but there was a broken beer bottle on the floor. Harvey never said to her that he was going to punish accused. <box>941 1401 1110 1476</box>
ad-text: AND THEN, for instance— <box>198 1302 301 1313</box>
hospital-social-heading: HOSPITAL SOCIAL. <box>642 1064 773 1080</box>
editorial-date: MONDAY, NOVEMBER 30, 1908. <box>483 928 620 939</box>
paragraph: A charge of false pretences was preferred against a man named William James Hurrie at the Police Court on Saturday morning. The accused was arrested at Wairoa early last week on a charge of having obtained £15 from H. J. Grieve by means of a valueless cheque. The case was adjourned until Wednesday. <box>476 1400 627 1485</box>
boys-suits-ad <box>333 1101 467 1454</box>
telegraph-heading: BY TELEGRAPH. <box>44 1189 126 1201</box>
ad-text: WHITE BUCKSKIN SHOES, with rubber or leather soles, light and flexible, 10/9. TAN TENNIS or CROQUET SHOES, rubber soles, 3/3. <box>338 235 462 288</box>
ad-text: HAVE A LARGE SELECTION OF <box>185 449 314 460</box>
price-line: GLACE BOOTS For Sunday and Holidays—11/6. <box>189 1335 310 1357</box>
paragraph: HOBART, Nov. 29. Arrived—Arawa. She sails for Wellington at 2 p.m. to-morrow. Eight passengers landed, and 330 are proceeding to New Zealand. She lost her starboard propeller on November 18. <box>175 234 324 288</box>
paragraph: Waikare, s.s. (6.30 p.m.), 3071 tons, Bernech, for South. Passengers:—For Napier: Mesdames Angus, Colebrook, Maclean, Barker; Misses Ellison, Torup, Midlane, Benson, George; Messrs Hollway, Takle, Angus, White, Faulkner, J. Williamson, Adams, McKee, Holgate, Colebrook, Penaere, Wachsmann, Barker, Elliott, Ash. For Wellington: Mr Williamson. For Dunedin: Miss Cowan, Mr. and Mrs. Hart. <box>4 582 166 687</box>
paragraph: The local police force will be running short-handed for a few days. Constable Anderson, who only recovered only a week or so ago after a month's illness, has again been ordered to go on sick leave. Constable Dwyer, while out cycling on Saturday afternoon, had a mishap owing to his machine getting into a rut. He was thrown off, and received rather a severe shaking, but no serious damage resulted to either rider or cycle. <box>636 370 779 487</box>
ad-text: None but FIRST-CLASS TRADESMEN employed in each Department. <box>487 546 616 578</box>
ad-text: CORNER SHOP ONLY. <box>205 1425 294 1436</box>
ad-text: LAND AND ESTATE AGENTS, LOWE STREET, GISBORNE. <box>189 427 310 449</box>
ad-text: SHEEP STATIONS, DAIRY FARMS, Etc. <box>180 487 319 509</box>
ad-text: THAT <box>367 885 433 911</box>
niven-address: ESPLANADE, KAITI. GISBORNE. <box>481 484 622 495</box>
ad-text: THERE is no element of chance when purchasing BOYS' SUITS from me. That you will obtain Quality for the amount you spend is a foregone conclusion. Style and Dependable Making are features so well established that none will dispute the statement. These essential points of correct tailoring are reflected in the garments offered for your consideration. The Varsity Suit is the latest novelty in Boys' Clothing. All sizes in stock. <box>337 1195 463 1334</box>
ad-text: OF <box>394 1152 406 1163</box>
signature: T. E. DONNE, General Manager, Department of Tourist and Health Resorts. <box>485 415 618 447</box>
paragraph: The following tenders have been received by Mr. F. J. Wilson (Gore's) architect, for the erection of a residence on Whataupoko for Captain Kennedy:—La. Smith £685; Clayton Bros. £682 10s and £690; M. Bissman £665; Evans, Neill and Co. £698; Black Bros. £709; A. F. Lawrie £737; R. W. Stone £745; H. J. Fox and Co. £750; J. B. Carroll and Co. £790 10s; J. Bird £808; J. Seaver, Mill £850 12s. Mr. G. Smith's tender (£665) has been accepted. <box>636 241 779 368</box>
ad-text: In the Dominion. <box>369 669 431 680</box>
paragraph: MELBOURNE, Nov. 29. Arrived—Mahene, from New Zealand. <box>175 211 324 233</box>
ad-text: ALL N.Z. MANUFACTURE. <box>195 1390 304 1401</box>
paragraph: Messrs Miller and Craig report the following prices at their sale of produce on Saturday:—Hens 1s 11d to 2s 10d, roosters 2s to 3s, ducks 1s 11d, chickens 8d, eggs 1s, butter 8d to 11d lb, potatoes 3s to 6s 6d sack, new potatoes 1½d to 2d lb, peas 1s to 1s 6d peck, onions 2d lb, cabbages 1s to 3s, lettuce 6d dozen, spring onions 3d to 4d bundle, salmon 4s 6d dozen tins, tomato sauce 8d, pepper 6d, red currants 3d lb, household soap 6s box. <box>788 1414 932 1541</box>
ad-text: TEA SETS <box>344 515 456 541</box>
ad-text: LAND AND ESTATE AGENTS, OLD BOROUGH COUNCIL AND COUNTY COUNCIL BUILDINGS, LOWE STREET. <box>179 974 320 1018</box>
paragraph: The schooner Awanui returned on Saturday night from her trip to Tologa and Tokomaru Bays. She brought back 288 bales of wool for transhipment to the N.Z. Shipping Co.'s Kaipara, which is due shortly. The Awanui came up to the wharf unassisted on Saturday, being towed by her own surf boat. She had a difficult trip to the Coast ports. <box>4 934 166 1019</box>
paragraph: The U.S.S. Co.'s Flora leaves Auckland this evening for Coast ports, Gisborne, and Napier, and possibly she may go right on to Wellington. <box>4 1121 166 1152</box>
column-notices <box>471 36 631 1485</box>
paragraph: WELLINGTON, Nov. 28. Sailed—Ashmore barque (11.48 a.m.), for Melbourne. <box>4 1270 166 1291</box>
paragraph: In connection with the Hospital Social to be held in the Garrison Hall to-night, the ladies' committee will be glad if all who are willing to assist will be in attendance at the hall at 10 o'clock this morning, and all who have promised donations of provisions and supplies will kindly send same during the course of the morning. Provisions may also be left with Mrs. Lysnar, the Mayoress. <box>636 133 779 239</box>
ad-firm-large: Hannah's <box>200 1400 299 1426</box>
subheading: HORSE SALES. <box>827 1117 893 1128</box>
ad-text: Tel. 335. <box>233 1436 266 1447</box>
ad-text: ONLY <box>229 1112 270 1128</box>
ad-text: ARE A N.Z. FIRM <box>215 1166 284 1177</box>
